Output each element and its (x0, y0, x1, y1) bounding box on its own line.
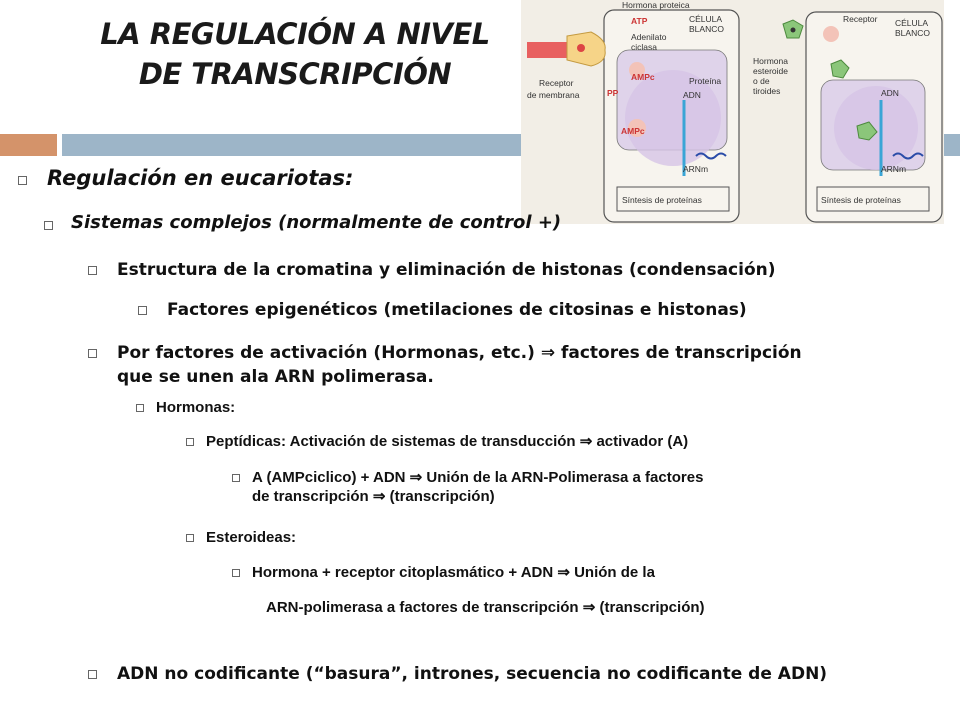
hormone-diagram-svg (521, 0, 944, 224)
fig-left-receptor-2: de membrana (527, 90, 580, 100)
right-receptor-circle (823, 26, 839, 42)
left-hormone-shape (527, 42, 567, 58)
bullet-hormona-receptor (232, 563, 655, 582)
bullet-text-line2: de transcripción ⇒ (transcripción) (252, 488, 495, 505)
bullet-factores-epigeneticos (138, 298, 747, 322)
fig-right-sintesis: Síntesis de proteínas (821, 195, 901, 205)
bullet-estructura-cromatina (88, 258, 776, 282)
bullet-text: Hormona + receptor citoplasmático + ADN ⇒ Unión de la (252, 564, 655, 581)
slide-title-line1: LA REGULACIÓN A NIVEL (100, 17, 490, 51)
fig-right-hormona-4: tiroides (753, 86, 781, 96)
bullet-peptidicas (186, 432, 688, 451)
bullet-text-line1: Por factores de activación (Hormonas, etc.) ⇒ factores de transcripción (117, 343, 802, 363)
bullet-square-icon (232, 569, 240, 577)
bullet-text: Peptídicas: Activación de sistemas de transducción ⇒ activador (A) (206, 433, 689, 450)
bullet-text-block (117, 341, 802, 389)
fig-right-adn: ADN (881, 88, 899, 98)
bullet-text: Regulación en eucariotas: (47, 166, 354, 190)
accent-band-orange (0, 134, 57, 156)
bullet-text: ADN no codificante (“basura”, intrones, secuencia no codificante de ADN) (117, 664, 828, 684)
bullet-factores-activacion (88, 341, 802, 389)
fig-right-receptor: Receptor (843, 14, 878, 24)
bullet-square-icon (44, 221, 53, 230)
bullet-esteroideas (186, 528, 296, 547)
bullet-square-icon (88, 266, 97, 275)
bullet-text: Sistemas complejos (normalmente de control +) (71, 212, 562, 233)
bullet-hormona-receptor-cont: ARN-polimerasa a factores de transcripción ⇒ (transcripción) (266, 599, 705, 616)
bullet-sistemas-complejos (44, 212, 561, 233)
bullet-text: Hormonas: (156, 399, 236, 416)
bullet-adn-no-codificante (88, 662, 827, 686)
bullet-text: Factores epigenéticos (metilaciones de citosinas e histonas) (167, 300, 747, 320)
fig-left-amp2: AMPc (621, 126, 645, 136)
bullet-regulacion-eucariotas (18, 166, 353, 190)
fig-left-sintesis: Síntesis de proteínas (622, 195, 702, 205)
slide-title-line2: DE TRANSCRIPCIÓN (138, 57, 452, 91)
bullet-square-icon (136, 404, 144, 412)
bullet-text: Estructura de la cromatina y eliminación de histonas (condensación) (117, 260, 776, 280)
left-receptor-dot (577, 44, 585, 52)
bullet-square-icon (186, 438, 194, 446)
bullet-square-icon (186, 534, 194, 542)
fig-left-adenilato: Adenilato (631, 32, 667, 42)
fig-right-celula-1: CÉLULA (895, 18, 929, 28)
fig-right-celula-2: BLANCO (895, 28, 930, 38)
fig-right-hormona-1: Hormona (753, 56, 788, 66)
bullet-square-icon (18, 176, 27, 185)
fig-left-celula-2: BLANCO (689, 24, 724, 34)
bullet-text-line2: que se unen ala ARN polimerasa. (117, 367, 434, 387)
accent-band-blue (62, 134, 532, 156)
fig-left-amp1: AMPc (631, 72, 655, 82)
fig-left-atp: ATP (631, 16, 648, 26)
bullet-ampciclico (232, 468, 703, 506)
slide-title (60, 14, 530, 94)
bullet-square-icon (88, 670, 97, 679)
fig-left-adn: ADN (683, 90, 701, 100)
fig-left-hormona-proteica: Hormona proteica (622, 0, 690, 10)
fig-left-receptor-1: Receptor (539, 78, 574, 88)
fig-left-proteina: Proteína (689, 76, 722, 86)
fig-right-hormona-3: o de (753, 76, 770, 86)
fig-right-arn: ARNm (881, 164, 907, 174)
fig-left-celula-1: CÉLULA (689, 14, 723, 24)
bullet-text: Esteroideas: (206, 529, 297, 546)
bullet-square-icon (138, 306, 147, 315)
fig-left-pp: PP (607, 88, 619, 98)
bullet-text-line1: A (AMPciclico) + ADN ⇒ Unión de la ARN-Polimerasa a factores (252, 469, 704, 486)
right-hormone-dot (791, 28, 796, 33)
fig-right-hormona-2: esteroide (753, 66, 788, 76)
fig-left-ciclasa: ciclasa (631, 42, 657, 52)
bullet-text-block (252, 468, 703, 506)
left-receptor-shape (567, 32, 605, 66)
bullet-square-icon (88, 349, 97, 358)
fig-left-arn: ARNm (683, 164, 709, 174)
bullet-square-icon (232, 474, 240, 482)
bullet-hormonas (136, 398, 235, 417)
hormone-diagram-figure (521, 0, 944, 224)
